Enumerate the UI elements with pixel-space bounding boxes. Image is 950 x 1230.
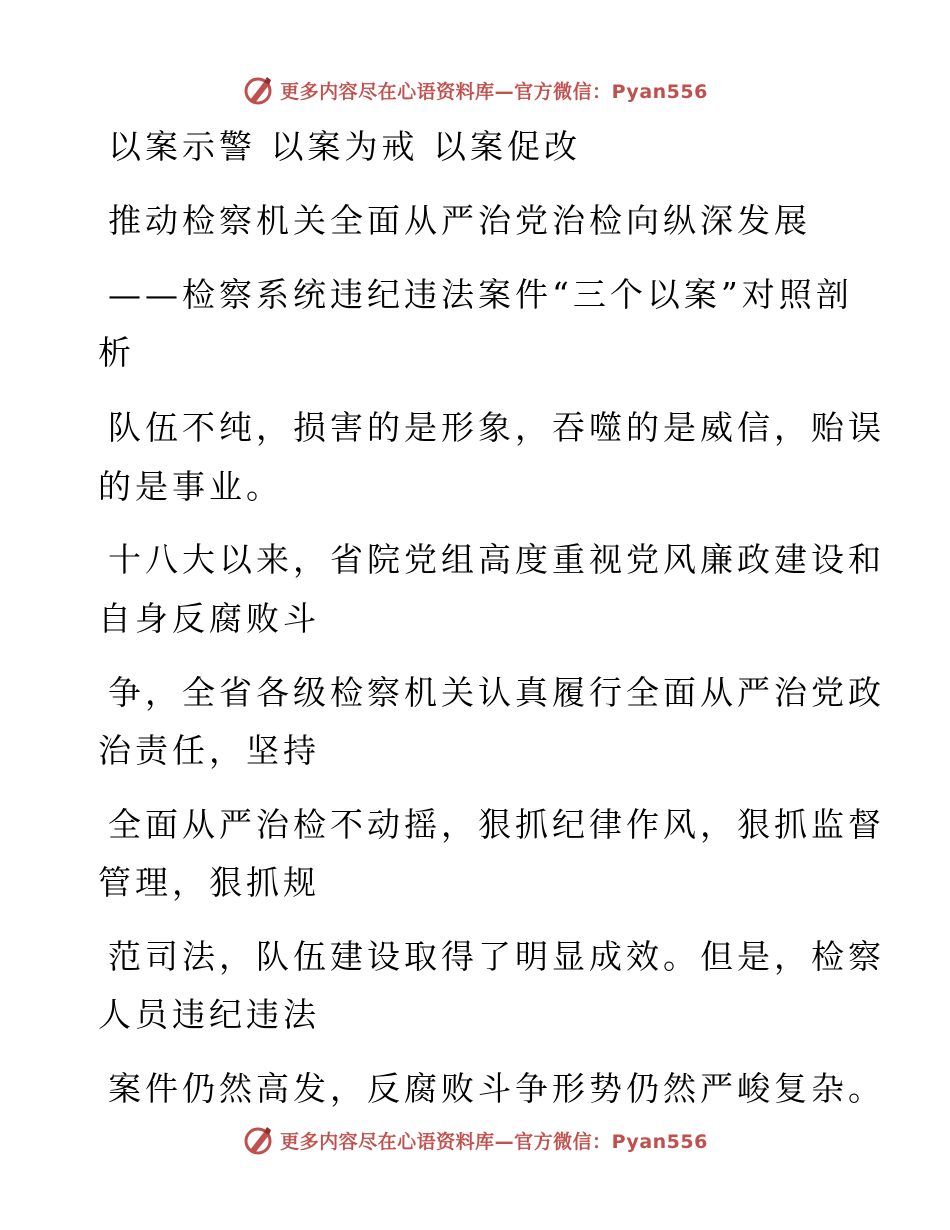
paragraph-line: 人员违纪违法 <box>98 995 320 1034</box>
paragraph-line: 治责任，坚持 <box>98 731 320 770</box>
watermark-text: 更多内容尽在心语资料库—官方微信：Pyan556 <box>280 1130 708 1153</box>
paragraph-line: 的是事业。 <box>98 467 283 506</box>
paragraph-line: 争，全省各级检察机关认真履行全面从严治党政 <box>108 673 885 712</box>
subtitle-line: 推动检察机关全面从严治党治检向纵深发展 <box>108 201 811 240</box>
paragraph-line: 全面从严治检不动摇，狠抓纪律作风，狠抓监督 <box>108 805 885 844</box>
watermark-text: 更多内容尽在心语资料库—官方微信：Pyan556 <box>280 80 708 103</box>
paragraph-line: 队伍不纯，损害的是形象，吞噬的是威信，贻误 <box>108 408 885 447</box>
paragraph-line: 案件仍然高发，反腐败斗争形势仍然严峻复杂。 <box>108 1069 885 1108</box>
subtitle-line: ——检察系统违纪违法案件“三个以案”对照剖 <box>108 275 853 314</box>
paragraph-line: 十八大以来，省院党组高度重视党风廉政建设和 <box>108 540 885 579</box>
fountain-pen-logo-icon <box>242 1124 274 1156</box>
subtitle-line: 析 <box>98 333 135 372</box>
paragraph-line: 范司法，队伍建设取得了明显成效。但是，检察 <box>108 937 885 976</box>
paragraph-line: 管理，狠抓规 <box>98 863 320 902</box>
title-line: 以案示警 以案为戒 以案促改 <box>108 127 581 166</box>
footer-watermark <box>0 1120 950 1160</box>
paragraph-line: 自身反腐败斗 <box>98 599 320 638</box>
